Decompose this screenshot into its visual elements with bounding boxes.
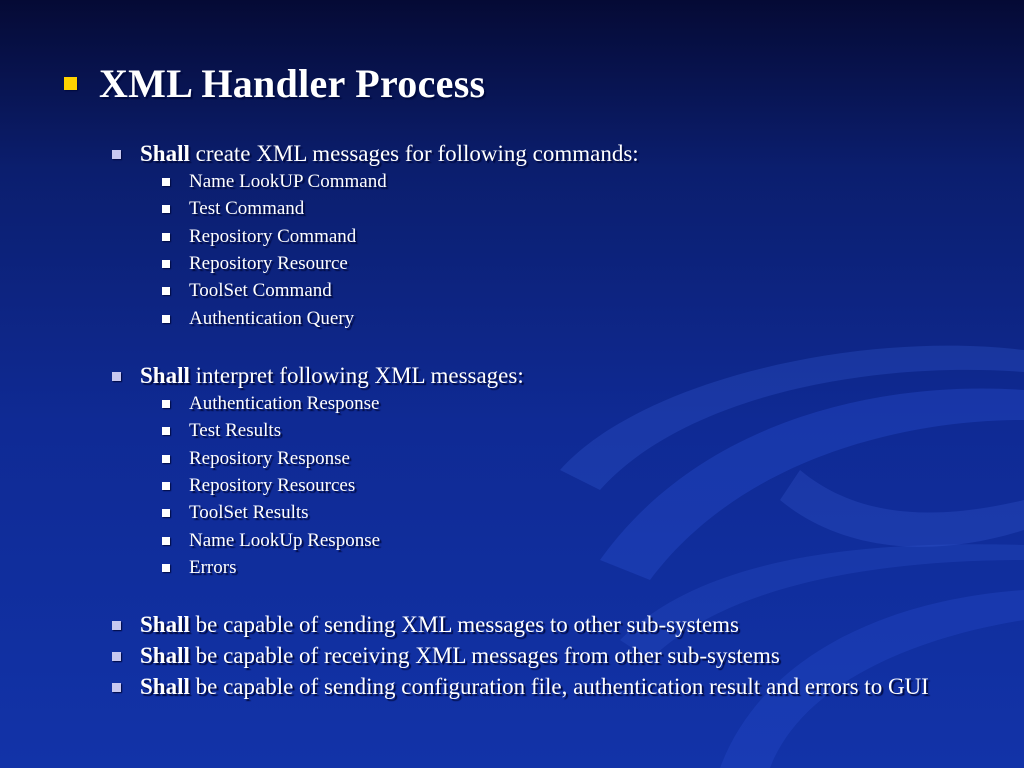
- bullet-square-icon: [112, 372, 121, 381]
- message-list-item: [162, 420, 281, 442]
- message-list-item: [162, 475, 355, 497]
- sub-bullet-square-icon: [162, 427, 170, 435]
- command-list-item: [162, 226, 356, 248]
- slide-title: XML Handler Process: [99, 61, 486, 106]
- list-item-text: ToolSet Command: [189, 280, 332, 302]
- bullet-sending-config: [112, 674, 960, 700]
- title-row: [64, 60, 485, 107]
- list-item-text: ToolSet Results: [189, 502, 309, 524]
- command-list-item: [162, 198, 304, 220]
- message-list-item: [162, 393, 380, 415]
- bullet-square-icon: [112, 621, 121, 630]
- bullet-text: create XML messages for following commands:: [189, 141, 639, 166]
- command-list-item: [162, 171, 387, 193]
- list-item-text: Name LookUP Command: [189, 171, 387, 192]
- sub-bullet-square-icon: [162, 260, 170, 268]
- sub-bullet-square-icon: [162, 455, 170, 463]
- message-list-item: [162, 448, 350, 470]
- list-item-text: Errors: [189, 556, 237, 578]
- bullet-text: be capable of sending XML messages to other sub-systems: [189, 612, 739, 637]
- bullet-create-messages: [112, 141, 960, 167]
- command-list-item: [162, 253, 348, 275]
- title-bullet-icon: [64, 77, 77, 90]
- bullet-square-icon: [112, 150, 121, 159]
- list-item-text: Test Command: [189, 198, 305, 220]
- bullet-square-icon: [112, 652, 121, 661]
- sub-bullet-square-icon: [162, 287, 170, 295]
- bullet-sending: [112, 612, 960, 638]
- bullet-keyword: Shall: [140, 141, 190, 166]
- sub-bullet-square-icon: [162, 315, 170, 323]
- bullet-receiving: [112, 643, 960, 669]
- bullet-square-icon: [112, 683, 121, 692]
- list-item-text: Authentication Query: [189, 307, 355, 329]
- list-item-text: Name LookUp Response: [189, 529, 381, 551]
- list-item-text: Repository Resources: [189, 474, 356, 496]
- bullet-text: be capable of receiving XML messages from other sub-systems: [189, 643, 780, 668]
- bullet-text: be capable of sending configuration file, authentication result and errors to GUI: [189, 674, 929, 699]
- bullet-keyword: Shall: [140, 643, 190, 668]
- bullet-keyword: Shall: [140, 363, 190, 388]
- sub-bullet-square-icon: [162, 537, 170, 545]
- list-item-text: Authentication Response: [189, 393, 380, 414]
- message-list-item: [162, 557, 236, 579]
- bullet-text: interpret following XML messages:: [189, 363, 524, 388]
- sub-bullet-square-icon: [162, 205, 170, 213]
- command-list-item: [162, 308, 354, 330]
- list-item-text: Repository Resource: [189, 252, 348, 274]
- bullet-interpret-messages: [112, 363, 960, 389]
- list-item-text: Repository Command: [189, 225, 357, 247]
- command-list-item: [162, 280, 332, 302]
- sub-bullet-square-icon: [162, 509, 170, 517]
- list-item-text: Repository Response: [189, 447, 350, 469]
- sub-bullet-square-icon: [162, 400, 170, 408]
- bullet-keyword: Shall: [140, 612, 190, 637]
- sub-bullet-square-icon: [162, 564, 170, 572]
- sub-bullet-square-icon: [162, 482, 170, 490]
- list-item-text: Test Results: [189, 420, 282, 442]
- bullet-keyword: Shall: [140, 674, 190, 699]
- message-list-item: [162, 502, 309, 524]
- sub-bullet-square-icon: [162, 178, 170, 186]
- message-list-item: [162, 530, 380, 552]
- sub-bullet-square-icon: [162, 233, 170, 241]
